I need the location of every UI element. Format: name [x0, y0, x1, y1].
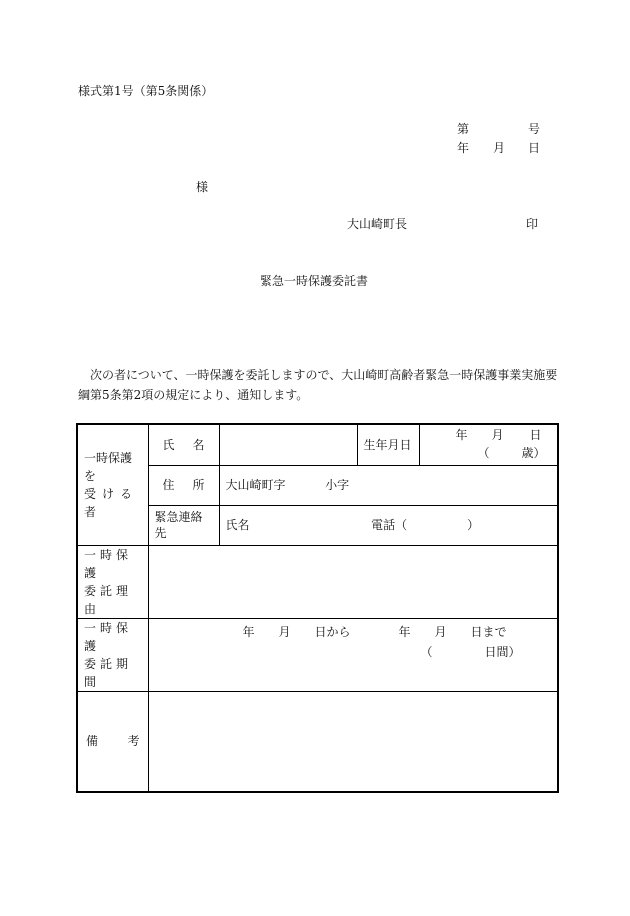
addressee-sama: 様	[196, 180, 209, 194]
person-group-label-line1: 一時保護を	[84, 450, 133, 483]
address-prefix: 大山崎町字	[225, 478, 286, 492]
name-label-mei: 名	[192, 437, 205, 452]
period-days: 日間）	[484, 644, 521, 659]
birth-nen: 年	[455, 428, 468, 442]
emergency-label: 緊急連絡先	[148, 505, 219, 545]
period-open-paren: （	[420, 644, 433, 659]
reason-label-line1: 一時保護	[84, 547, 133, 580]
emergency-name-label: 氏名	[225, 518, 250, 532]
name-label	[148, 424, 219, 465]
row-remarks	[77, 691, 558, 792]
address-label	[148, 465, 219, 505]
emergency-value[interactable]	[219, 505, 558, 545]
remarks-label-bi: 備	[86, 734, 99, 749]
sender-seal: 印	[526, 217, 539, 231]
period-label-line2: 委託期間	[84, 656, 133, 689]
birth-tsuki: 月	[491, 428, 504, 442]
reason-label	[77, 545, 148, 618]
remarks-label-ko: 考	[127, 734, 140, 749]
date-hi: 日	[528, 141, 541, 155]
person-group-label-line2-text: 受ける者	[84, 486, 139, 519]
body-paragraph	[78, 365, 558, 405]
person-group-label	[77, 424, 148, 545]
sender-name: 大山崎町長	[347, 217, 408, 231]
doc-number-dai: 第	[457, 122, 470, 136]
body-line-2: 綱第5条第2項の規定により、通知します。	[78, 388, 309, 402]
birth-value[interactable]	[419, 424, 558, 465]
birth-sai: 歳）	[521, 446, 546, 460]
date-nen: 年	[457, 141, 470, 155]
person-group-label-line2	[84, 485, 142, 521]
doc-number-go: 号	[528, 122, 541, 136]
period-line1: 年 月 日から 年 月 日まで	[242, 624, 507, 639]
row-address	[77, 465, 558, 505]
birth-label: 生年月日	[357, 424, 419, 465]
remarks-value[interactable]	[148, 691, 558, 792]
date-tsuki: 月	[493, 141, 506, 155]
name-label-shi: 氏	[162, 437, 175, 452]
address-label-ju: 住	[162, 478, 175, 492]
birth-hi: 日	[529, 428, 542, 442]
address-koaza: 小字	[325, 478, 350, 492]
reason-value[interactable]	[148, 545, 558, 618]
remarks-label	[77, 691, 148, 792]
address-label-sho: 所	[192, 478, 205, 492]
body-line-1: 次の者について、一時保護を委託しますので、大山崎町高齢者緊急一時保護事業実施要	[90, 368, 558, 382]
form-number: 様式第1号（第5条関係）	[78, 84, 214, 98]
period-label-line1: 一時保護	[84, 620, 133, 653]
name-value[interactable]	[219, 424, 357, 465]
address-value[interactable]	[219, 465, 558, 505]
period-label	[77, 618, 148, 691]
emergency-phone-label: 電話（ ）	[371, 518, 480, 532]
reason-label-line2: 委託理由	[84, 583, 133, 616]
row-emergency	[77, 505, 558, 545]
birth-open-paren: （	[477, 446, 490, 460]
row-period	[77, 618, 558, 691]
document-title: 緊急一時保護委託書	[260, 274, 369, 288]
row-reason	[77, 545, 558, 618]
period-value[interactable]	[148, 618, 558, 691]
protection-form-table	[76, 423, 559, 793]
row-name	[77, 424, 558, 465]
